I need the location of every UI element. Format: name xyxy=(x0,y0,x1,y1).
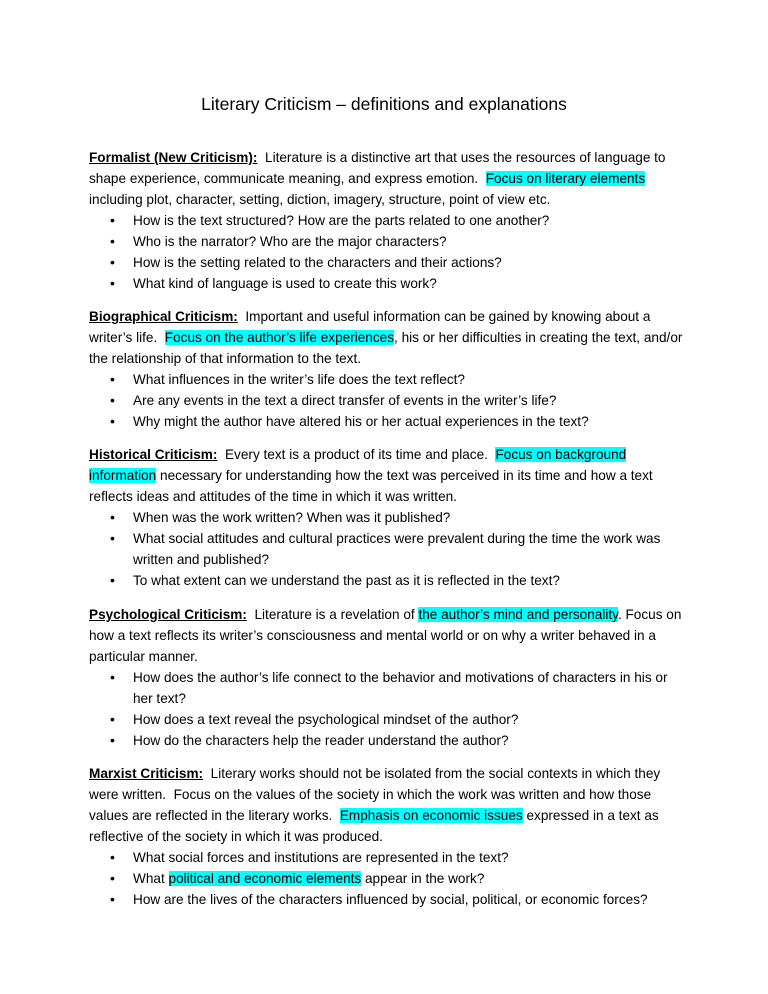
list-item-text: appear in the work? xyxy=(361,871,485,886)
bullet-list xyxy=(89,507,689,591)
highlighted-text: Emphasis on economic issues xyxy=(339,808,523,823)
section-paragraph xyxy=(89,306,689,369)
highlighted-text: political and economic elements xyxy=(168,871,362,886)
section-formalist xyxy=(89,147,689,294)
heading-colon: : xyxy=(252,150,258,165)
section-marxist xyxy=(89,763,689,910)
bullet-list xyxy=(89,667,689,751)
paragraph-text: , his or her difficulties in creating the text, and/or the relationship of that information to the text. xyxy=(89,330,683,366)
list-item: • How does the author’s life connect to the behavior and motivations of characters in his or her text? xyxy=(89,667,689,709)
bullet-list xyxy=(89,210,689,294)
highlighted-text: Focus on background information xyxy=(89,447,627,483)
heading-colon: : xyxy=(233,309,238,324)
paragraph-text: Literature is a distinctive art that uses the resources of language to shape experience, communicate meaning, and express emotion. xyxy=(89,150,670,186)
list-item: • What social attitudes and cultural practices were prevalent during the time the work was written and published? xyxy=(89,528,689,570)
heading-colon: : xyxy=(198,766,204,781)
section-paragraph xyxy=(89,763,689,847)
list-item xyxy=(89,889,689,910)
heading-colon: : xyxy=(242,607,247,622)
list-item: • How does a text reveal the psychological mindset of the author? xyxy=(89,709,689,730)
list-item: • How is the text structured? How are the parts related to one another? xyxy=(89,210,689,231)
list-item-text: How are the lives of the characters influenced by social, political, or economic forces? xyxy=(133,892,648,907)
section-biographical xyxy=(89,306,689,432)
list-item-text: What xyxy=(133,871,169,886)
heading-colon: : xyxy=(212,447,218,462)
paragraph-text: including plot, character, setting, diction, imagery, structure, point of view etc. xyxy=(89,192,551,207)
list-item: • What influences in the writer’s life does the text reflect? xyxy=(89,369,689,390)
highlighted-text: the author’s mind and personality xyxy=(418,607,618,622)
list-item-text: What social forces and institutions are represented in the text? xyxy=(133,850,509,865)
page-title: Literary Criticism – definitions and explanations xyxy=(201,94,567,114)
list-item: • Why might the author have altered his or her actual experiences in the text? xyxy=(89,411,689,432)
paragraph-text: Literature is a revelation of xyxy=(246,607,419,622)
paragraph-text: Literary works should not be isolated from the social contexts in which they were written. Focus on the values of the society in which the work was written and how those values are reflected in the literary works. xyxy=(89,766,664,823)
list-item xyxy=(89,847,689,868)
highlighted-text: Focus on literary elements xyxy=(485,171,646,186)
highlighted-text: Focus on the author’s life experiences xyxy=(164,330,395,345)
list-item: • How do the characters help the reader understand the author? xyxy=(89,730,689,751)
section-heading: Psychological Criticism xyxy=(89,607,243,622)
section-paragraph xyxy=(89,604,689,667)
section-paragraph xyxy=(89,147,689,210)
list-item: • What kind of language is used to create this work? xyxy=(89,273,689,294)
paragraph-text: Important and useful information can be gained by knowing about a writer’s life. xyxy=(89,309,655,345)
bullet-list xyxy=(89,369,689,432)
section-psychological xyxy=(89,604,689,751)
list-item xyxy=(89,868,689,889)
section-heading: Historical Criticism xyxy=(89,447,213,462)
paragraph-text: necessary for understanding how the text was perceived in its time and how a text reflects ideas and attitudes of the time in which it was written. xyxy=(89,468,653,504)
section-heading: Biographical Criticism xyxy=(89,309,234,324)
paragraph-text: Every text is a product of its time and place. xyxy=(217,447,496,462)
bullet-list xyxy=(89,847,689,910)
list-item: • Who is the narrator? Who are the major characters? xyxy=(89,231,689,252)
section-historical xyxy=(89,444,689,591)
section-heading: Formalist (New Criticism) xyxy=(89,150,253,165)
section-heading: Marxist Criticism xyxy=(89,766,199,781)
section-paragraph xyxy=(89,444,689,507)
list-item: • How is the setting related to the characters and their actions? xyxy=(89,252,689,273)
paragraph-text: expressed in a text as reflective of the society in which it was produced. xyxy=(89,808,659,844)
paragraph-text: . Focus on how a text reflects its writer’s consciousness and mental world or on why a writer behaved in a particular manner. xyxy=(89,607,682,664)
list-item: • When was the work written? When was it published? xyxy=(89,507,689,528)
list-item: • Are any events in the text a direct transfer of events in the writer’s life? xyxy=(89,390,689,411)
list-item: • To what extent can we understand the past as it is reflected in the text? xyxy=(89,570,689,591)
